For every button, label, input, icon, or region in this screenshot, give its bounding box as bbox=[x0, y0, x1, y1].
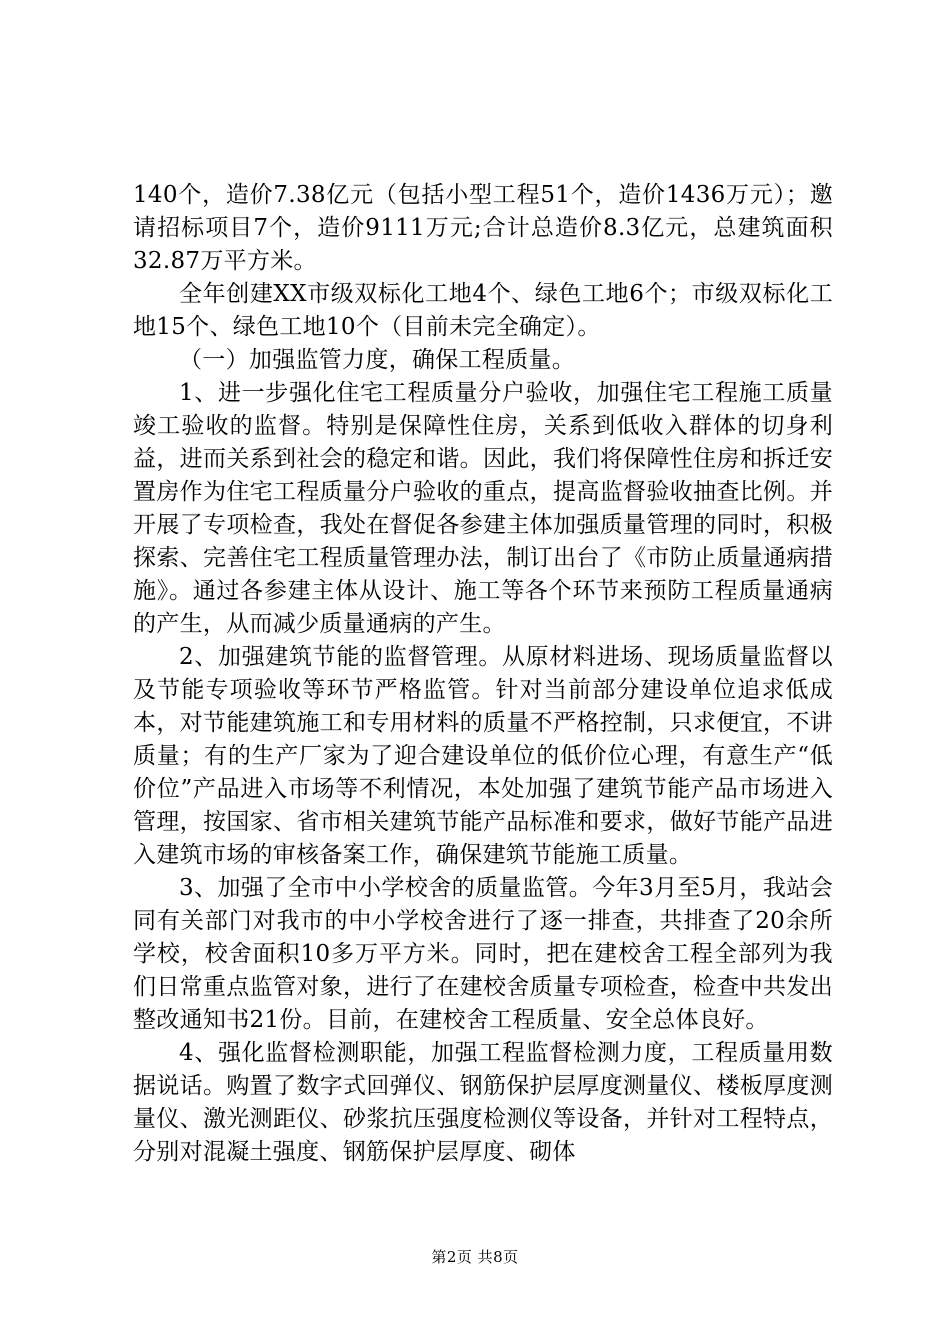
paragraph-site-awards: 全年创建XX市级双标化工地4个、绿色工地6个；市级双标化工地15个、绿色工地10个（目前未完全确定）。 bbox=[133, 281, 833, 340]
page-number-label: 第2页 共8页 bbox=[431, 1248, 519, 1266]
paragraph-item-3: 3、加强了全市中小学校舍的质量监管。今年3月至5月，我站会同有关部门对我市的中小学校舍进行了逐一排查，共排查了20余所学校，校舍面积10多万平方米。同时，把在建校舍工程全部列为我们日常重点监管对象，进行了在建校舍质量专项检查，检查中共发出整改通知书21份。目前，在建校舍工程质量、安全总体良好。 bbox=[133, 875, 833, 1033]
paragraph-item-1: 1、进一步强化住宅工程质量分户验收，加强住宅工程施工质量竣工验收的监督。特别是保障性住房，关系到低收入群体的切身利益，进而关系到社会的稳定和谐。因此，我们将保障性住房和拆迁安置房作为住宅工程质量分户验收的重点，提高监督验收抽查比例。并开展了专项检查，我处在督促各参建主体加强质量管理的同时，积极探索、完善住宅工程质量管理办法，制订出台了《市防止质量通病措施》。通过各参建主体从设计、施工等各个环节来预防工程质量通病的产生，从而减少质量通病的产生。 bbox=[133, 380, 833, 637]
paragraph-item-4: 4、强化监督检测职能，加强工程监督检测力度，工程质量用数据说话。购置了数字式回弹仪、钢筋保护层厚度测量仪、楼板厚度测量仪、激光测距仪、砂浆抗压强度检测仪等设备，并针对工程特点，分别对混凝土强度、钢筋保护层厚度、砌体 bbox=[133, 1040, 833, 1165]
document-body bbox=[133, 179, 833, 1169]
page-footer bbox=[0, 1246, 950, 1267]
paragraph-continuation: 140个，造价7.38亿元（包括小型工程51个，造价1436万元）；邀请招标项目7个，造价9111万元;合计总造价8.3亿元，总建筑面积32.87万平方米。 bbox=[133, 182, 833, 274]
section-heading: （一）加强监管力度，确保工程质量。 bbox=[179, 347, 576, 373]
paragraph-item-2: 2、加强建筑节能的监督管理。从原材料进场、现场质量监督以及节能专项验收等环节严格监管。针对当前部分建设单位追求低成本，对节能建筑施工和专用材料的质量不严格控制，只求便宜，不讲质量；有的生产厂家为了迎合建设单位的低价位心理，有意生产“低价位”产品进入市场等不利情况，本处加强了建筑节能产品市场进入管理，按国家、省市相关建筑节能产品标准和要求，做好节能产品进入建筑市场的审核备案工作，确保建筑节能施工质量。 bbox=[133, 644, 833, 868]
